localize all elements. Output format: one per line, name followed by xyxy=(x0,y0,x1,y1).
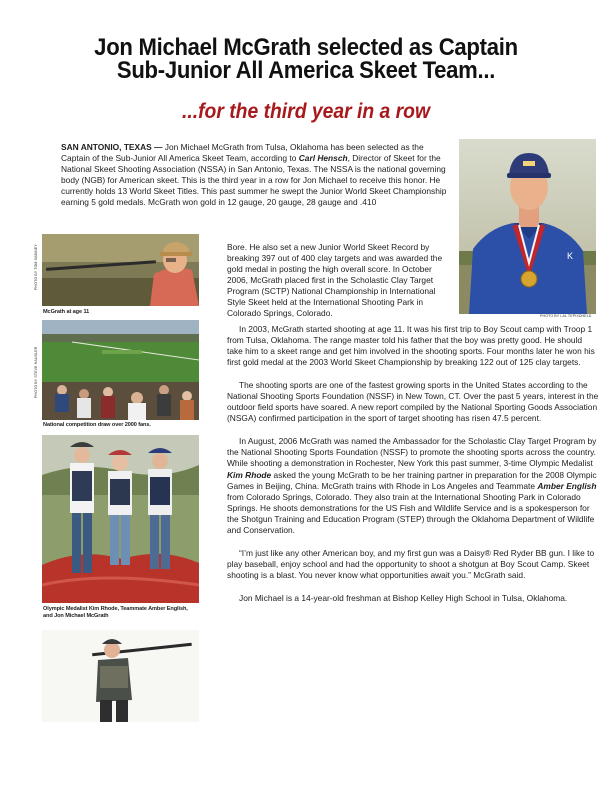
crowd-photo xyxy=(42,320,199,420)
article-p4-part-a: In August, 2006 McGrath was named the Ambassador for the Scholastic Clay Target Program by the National Shooting Sports Foundation (NSSF) to promote the shooting sports across the country. While shooting a demonstration in Rochester, New York this past summer, 3-time Olympic Medalist xyxy=(227,436,597,469)
kim-rhode-name: Kim Rhode xyxy=(227,469,272,480)
svg-text:K: K xyxy=(567,251,574,261)
age-11-caption: McGrath at age 11 xyxy=(43,309,90,315)
portrait-photo xyxy=(459,139,596,314)
article-dateline: SAN ANTONIO, TEXAS — xyxy=(61,142,163,152)
group-caption-line-1: Olympic Medalist Kim Rhode, Teammate Amber English, xyxy=(43,606,188,612)
headline xyxy=(43,36,569,82)
crowd-photo-credit: PHOTO BY STEVE HAUSLER xyxy=(34,346,38,398)
group-caption-line-2: and Jon Michael McGrath xyxy=(43,612,109,619)
article-p4-part-c: from Colorado Springs, Colorado. They also train at the International Shooting Park in Colorado Springs. He shoots demonstrations for the US Fish and Wildlife Service and is a spokesperson for the Shotgun Training and Education Program (STEP) through the Oklahoma Department of Wildlife and Conservation. xyxy=(227,491,595,535)
article-body xyxy=(227,242,447,319)
group-caption xyxy=(43,606,188,619)
article-p4-part-b: asked the young McGrath to be her training partner in preparation for the 2008 Olympic Games in Beijing, China. McGrath trains with Rhode in Los Angeles and Teammate xyxy=(227,469,597,491)
article-intro xyxy=(61,142,454,208)
group-photo xyxy=(42,435,199,603)
article-p1-part-b: , Director of Skeet for the National Skeet Shooting Association (NSSA) in San Antonio, Texas. The NSSA is the national governing body (NGB) for American skeet. This is the third year in a row for Jon Michael to receive this honor. He currently holds 13 World Skeet Titles. This past summer he swept the Junior World Skeet Championship earning 5 gold medals. McGrath won gold in 12 gauge, 20 gauge, 28 gauge and .410 xyxy=(61,153,447,208)
article-p1-part-a: Jon Michael McGrath from Tulsa, Oklahoma has been selected as the Captain of the Sub-Junior All America Skeet Team, according to xyxy=(61,142,424,164)
headline-line-1: Jon Michael McGrath selected as Captain xyxy=(94,34,518,61)
article-p1-continued: Bore. He also set a new Junior World Skeet Record by breaking 397 out of 400 clay targets and was awarded the gold medal in posting the high overall score. In October 2006, McGrath placed first in the Scholastic Clay Target Program (SCTP) National Championship in International Style Skeet held at the International Shooting Park in Colorado Springs, Colorado. xyxy=(227,242,443,319)
shooter-photo xyxy=(42,630,199,722)
article-paragraph-4 xyxy=(227,436,599,535)
headline-line-2: Sub-Junior All America Skeet Team... xyxy=(116,57,496,84)
article-paragraph-6: Jon Michael is a 14-year-old freshman at Bishop Kelley High School in Tulsa, Oklahoma. xyxy=(239,592,568,603)
carl-hensch-name: Carl Hensch xyxy=(298,153,348,164)
article-paragraph-5: “I’m just like any other American boy, and my first gun was a Daisy® Red Ryder BB gun. I like to play baseball, enjoy school and had the opportunity to shoot a shotgun at Boy Scout Camp. Skeet shooting is a blast. You never know what opportunities await you.” McGrath said. xyxy=(227,547,595,580)
crowd-caption: National competition draw over 2000 fans. xyxy=(43,422,151,428)
age-11-photo-credit: PHOTO BY TOM SABINEY xyxy=(34,244,38,290)
portrait-photo-credit: PHOTO BY LAL TEPIXDHELD xyxy=(540,314,592,318)
subheadline: ...for the third year in a row xyxy=(182,100,430,123)
article-column xyxy=(227,324,599,604)
article-paragraph-3: The shooting sports are one of the fastest growing sports in the United States according to the National Shooting Sports Foundation (NSSF) in New Town, CT. Over the past 5 years, interest in the outdoor field sports have soared. A new report compiled by the National Sporting Goods Association (NSGA) confirmed participation in the sport of target shooting has risen 47.5 percent. xyxy=(227,380,599,424)
amber-english-name: Amber English xyxy=(537,480,597,491)
article-paragraph-2: In 2003, McGrath started shooting at age 11. It was his first trip to Boy Scout camp with Troop 1 from Tulsa, Oklahoma. The range master told his father that the boy was pretty good. He should take him to a skeet range and get him involved in the shooting sports. Four months later he won his first gold medal at the 2003 World Skeet Championship by breaking 122 out of 125 clay targets. xyxy=(227,324,595,368)
age-11-photo xyxy=(42,234,199,306)
